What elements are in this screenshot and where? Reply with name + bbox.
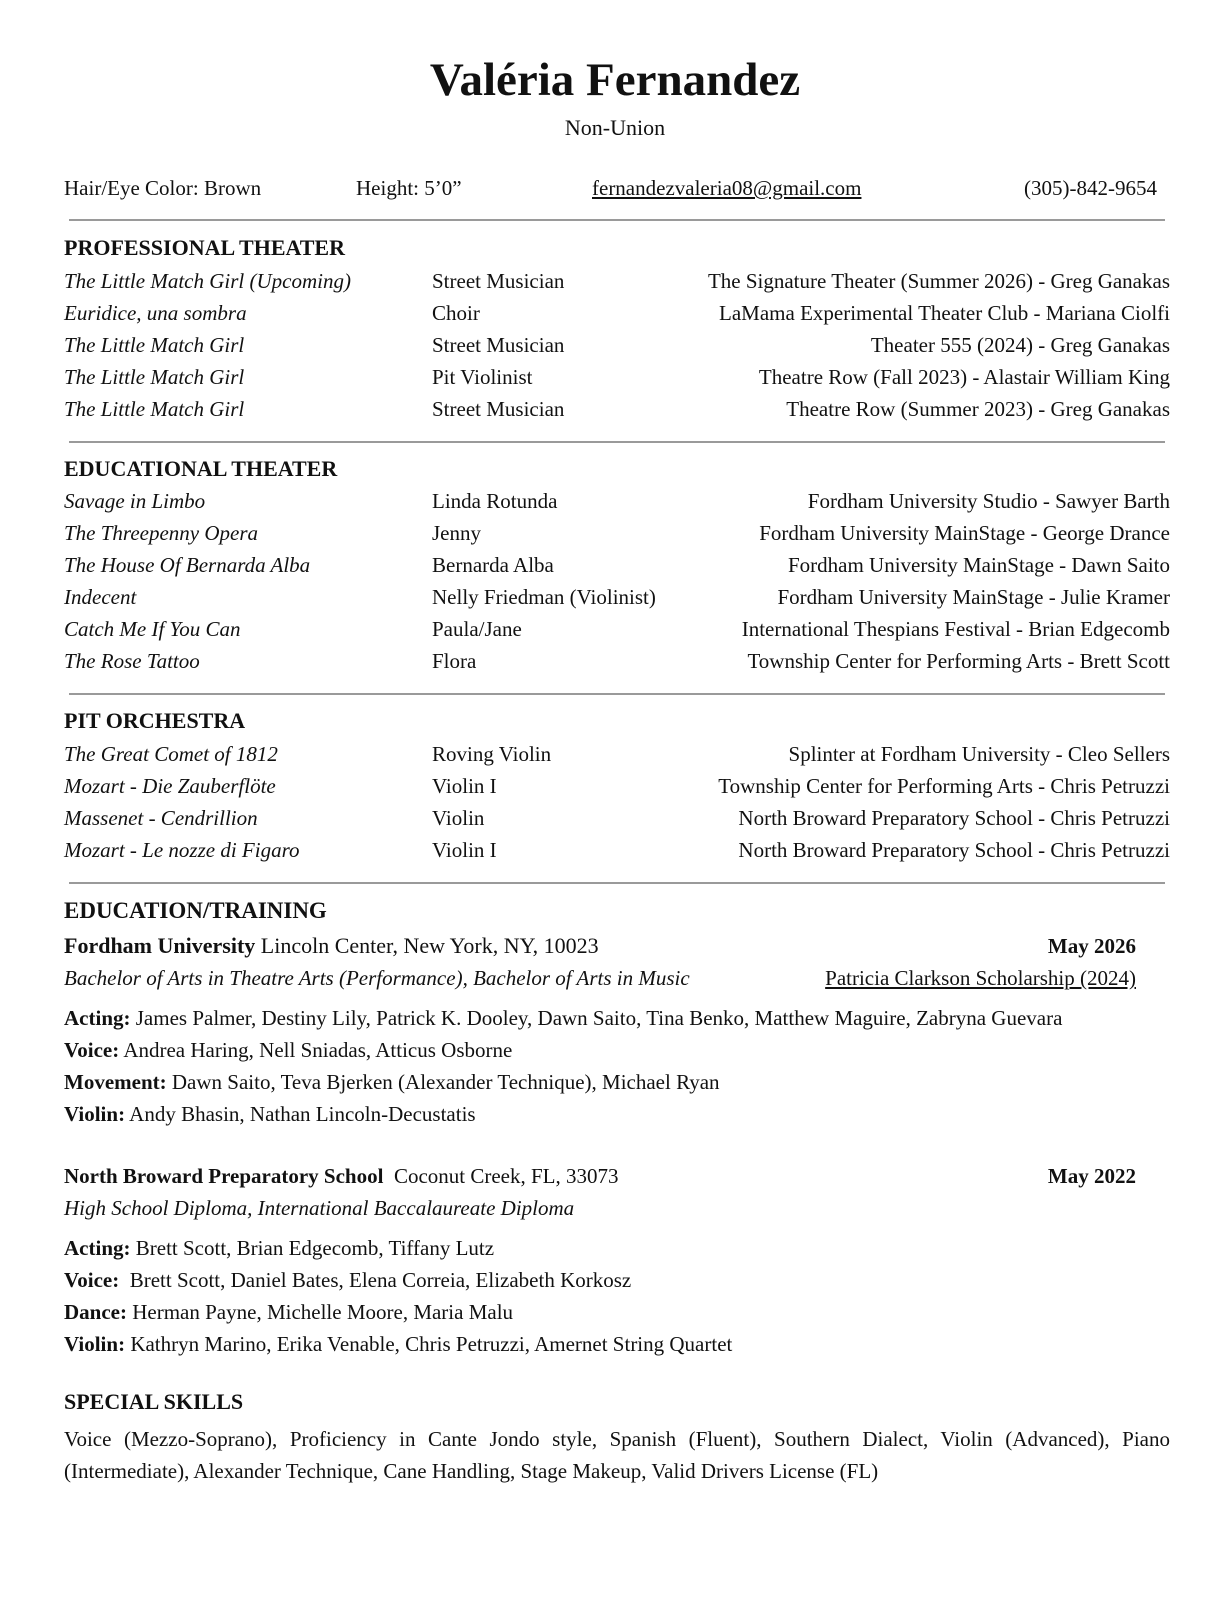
divider [69,441,1165,443]
credit-row [64,834,1170,866]
venue-director: Township Center for Performing Arts - Brett Scott [747,649,1170,673]
training-label: Acting: [64,1236,131,1260]
divider [69,219,1165,221]
training-value: Andy Bhasin, Nathan Lincoln-Decustatis [129,1102,476,1126]
credit-row [64,738,1170,770]
role: Violin [432,806,485,830]
role: Bernarda Alba [432,553,554,577]
training-value: Kathryn Marino, Erika Venable, Chris Petruzzi, Amernet String Quartet [130,1332,733,1356]
credit-row [64,361,1170,393]
credit-row [64,645,1170,677]
credit-row [64,393,1170,425]
training-line [64,1034,512,1066]
training-label: Movement: [64,1070,167,1094]
training-label: Violin: [64,1102,126,1126]
show-title: Savage in Limbo [64,489,206,513]
school-location: Coconut Creek, FL, 33073 [393,1164,619,1188]
email-link[interactable]: fernandezvaleria08@gmail.com [592,176,862,200]
phone-number: (305)-842-9654 [1024,176,1157,200]
school-location: Lincoln Center, New York, NY, 10023 [260,933,599,958]
role: Pit Violinist [432,365,533,389]
school-nbps [64,1160,619,1192]
training-line [64,1002,1062,1034]
show-title: Euridice, una sombra [64,301,247,325]
show-title: The Rose Tattoo [64,649,200,673]
training-label: Acting: [64,1006,131,1030]
venue-director: Township Center for Performing Arts - Chris Petruzzi [718,774,1170,798]
show-title: The Little Match Girl [64,397,245,421]
venue-director: North Broward Preparatory School - Chris Petruzzi [738,806,1170,830]
venue-director: Theatre Row (Fall 2023) - Alastair William King [758,365,1170,389]
credit-row [64,485,1170,517]
venue-director: Fordham University MainStage - Dawn Saito [787,553,1170,577]
show-title: The Little Match Girl [64,333,245,357]
training-line [64,1098,476,1130]
section-heading-pit: PIT ORCHESTRA [64,708,246,733]
training-value: Andrea Haring, Nell Sniadas, Atticus Osborne [123,1038,513,1062]
role: Violin I [432,838,497,862]
school-name: North Broward Preparatory School [64,1164,384,1188]
divider [69,882,1165,884]
divider [69,693,1165,695]
credit-row [64,329,1170,361]
show-title: Massenet - Cendrillion [64,806,258,830]
credit-row [64,770,1170,802]
degree: High School Diploma, International Baccalaureate Diploma [64,1196,575,1220]
training-value: Brett Scott, Brian Edgecomb, Tiffany Lutz [135,1236,495,1260]
skills-text: Voice (Mezzo-Soprano), Proficiency in Cante Jondo style, Spanish (Fluent), Southern Dialect, Violin (Advanced), Piano (Intermediate), Alexander Technique, Cane Handling, Stage Makeup, Valid Drivers License (FL) [64,1427,1170,1483]
school-fordham [64,930,599,962]
role: Roving Violin [432,742,552,766]
graduation-date: May 2022 [1047,1164,1136,1188]
role: Street Musician [432,333,565,357]
training-value: Brett Scott, Daniel Bates, Elena Correia, Elizabeth Korkosz [129,1268,632,1292]
role: Paula/Jane [432,617,522,641]
section-heading-education: EDUCATION/TRAINING [64,898,327,923]
credit-row [64,802,1170,834]
training-line [64,1066,720,1098]
show-title: The Little Match Girl [64,365,245,389]
training-value: James Palmer, Destiny Lily, Patrick K. Dooley, Dawn Saito, Tina Benko, Matthew Maguire, Zabryna Guevara [135,1006,1063,1030]
training-line [64,1264,631,1296]
show-title: Indecent [64,585,137,609]
show-title: The Great Comet of 1812 [64,742,278,766]
training-label: Dance: [64,1300,127,1324]
graduation-date: May 2026 [1047,934,1136,958]
role: Nelly Friedman (Violinist) [432,585,656,609]
training-label: Violin: [64,1332,126,1356]
training-line [64,1328,732,1360]
scholarship: Patricia Clarkson Scholarship (2024) [825,966,1136,990]
credit-row [64,549,1170,581]
role: Flora [432,649,477,673]
training-label: Voice: [64,1268,120,1292]
venue-director: North Broward Preparatory School - Chris Petruzzi [738,838,1170,862]
credit-row [64,517,1170,549]
section-heading-skills: SPECIAL SKILLS [64,1389,244,1414]
role: Street Musician [432,397,565,421]
training-label: Voice: [64,1038,120,1062]
show-title: The House Of Bernarda Alba [64,553,311,577]
venue-director: Splinter at Fordham University - Cleo Sellers [788,742,1170,766]
venue-director: Fordham University MainStage - George Drance [759,521,1170,545]
venue-director: Theatre Row (Summer 2023) - Greg Ganakas [786,397,1170,421]
hair-eye-color: Hair/Eye Color: Brown [64,176,262,200]
show-title: Catch Me If You Can [64,617,241,641]
show-title: Mozart - Die Zauberflöte [64,774,276,798]
credit-row [64,265,1170,297]
show-title: The Threepenny Opera [64,521,259,545]
credit-row [64,297,1170,329]
height: Height: 5’0” [356,176,462,200]
training-value: Herman Payne, Michelle Moore, Maria Malu [132,1300,514,1324]
venue-director: The Signature Theater (Summer 2026) - Greg Ganakas [707,269,1170,293]
credit-row [64,581,1170,613]
training-line [64,1232,494,1264]
role: Linda Rotunda [432,489,558,513]
role: Jenny [432,521,481,545]
resume-name: Valéria Fernandez [429,54,801,106]
show-title: Mozart - Le nozze di Figaro [64,838,300,862]
role: Violin I [432,774,497,798]
section-heading-professional: PROFESSIONAL THEATER [64,235,345,260]
union-status: Non-Union [564,115,666,140]
training-line [64,1296,513,1328]
credit-row [64,613,1170,645]
show-title: The Little Match Girl (Upcoming) [64,269,351,293]
section-heading-educational: EDUCATIONAL THEATER [64,456,338,481]
training-value: Dawn Saito, Teva Bjerken (Alexander Technique), Michael Ryan [171,1070,720,1094]
degree: Bachelor of Arts in Theatre Arts (Performance), Bachelor of Arts in Music [64,966,690,990]
role: Street Musician [432,269,565,293]
venue-director: International Thespians Festival - Brian Edgecomb [741,617,1170,641]
school-name: Fordham University [64,933,256,958]
venue-director: Theater 555 (2024) - Greg Ganakas [870,333,1170,357]
role: Choir [432,301,480,325]
venue-director: Fordham University MainStage - Julie Kramer [777,585,1170,609]
venue-director: LaMama Experimental Theater Club - Mariana Ciolfi [719,301,1170,325]
venue-director: Fordham University Studio - Sawyer Barth [807,489,1170,513]
